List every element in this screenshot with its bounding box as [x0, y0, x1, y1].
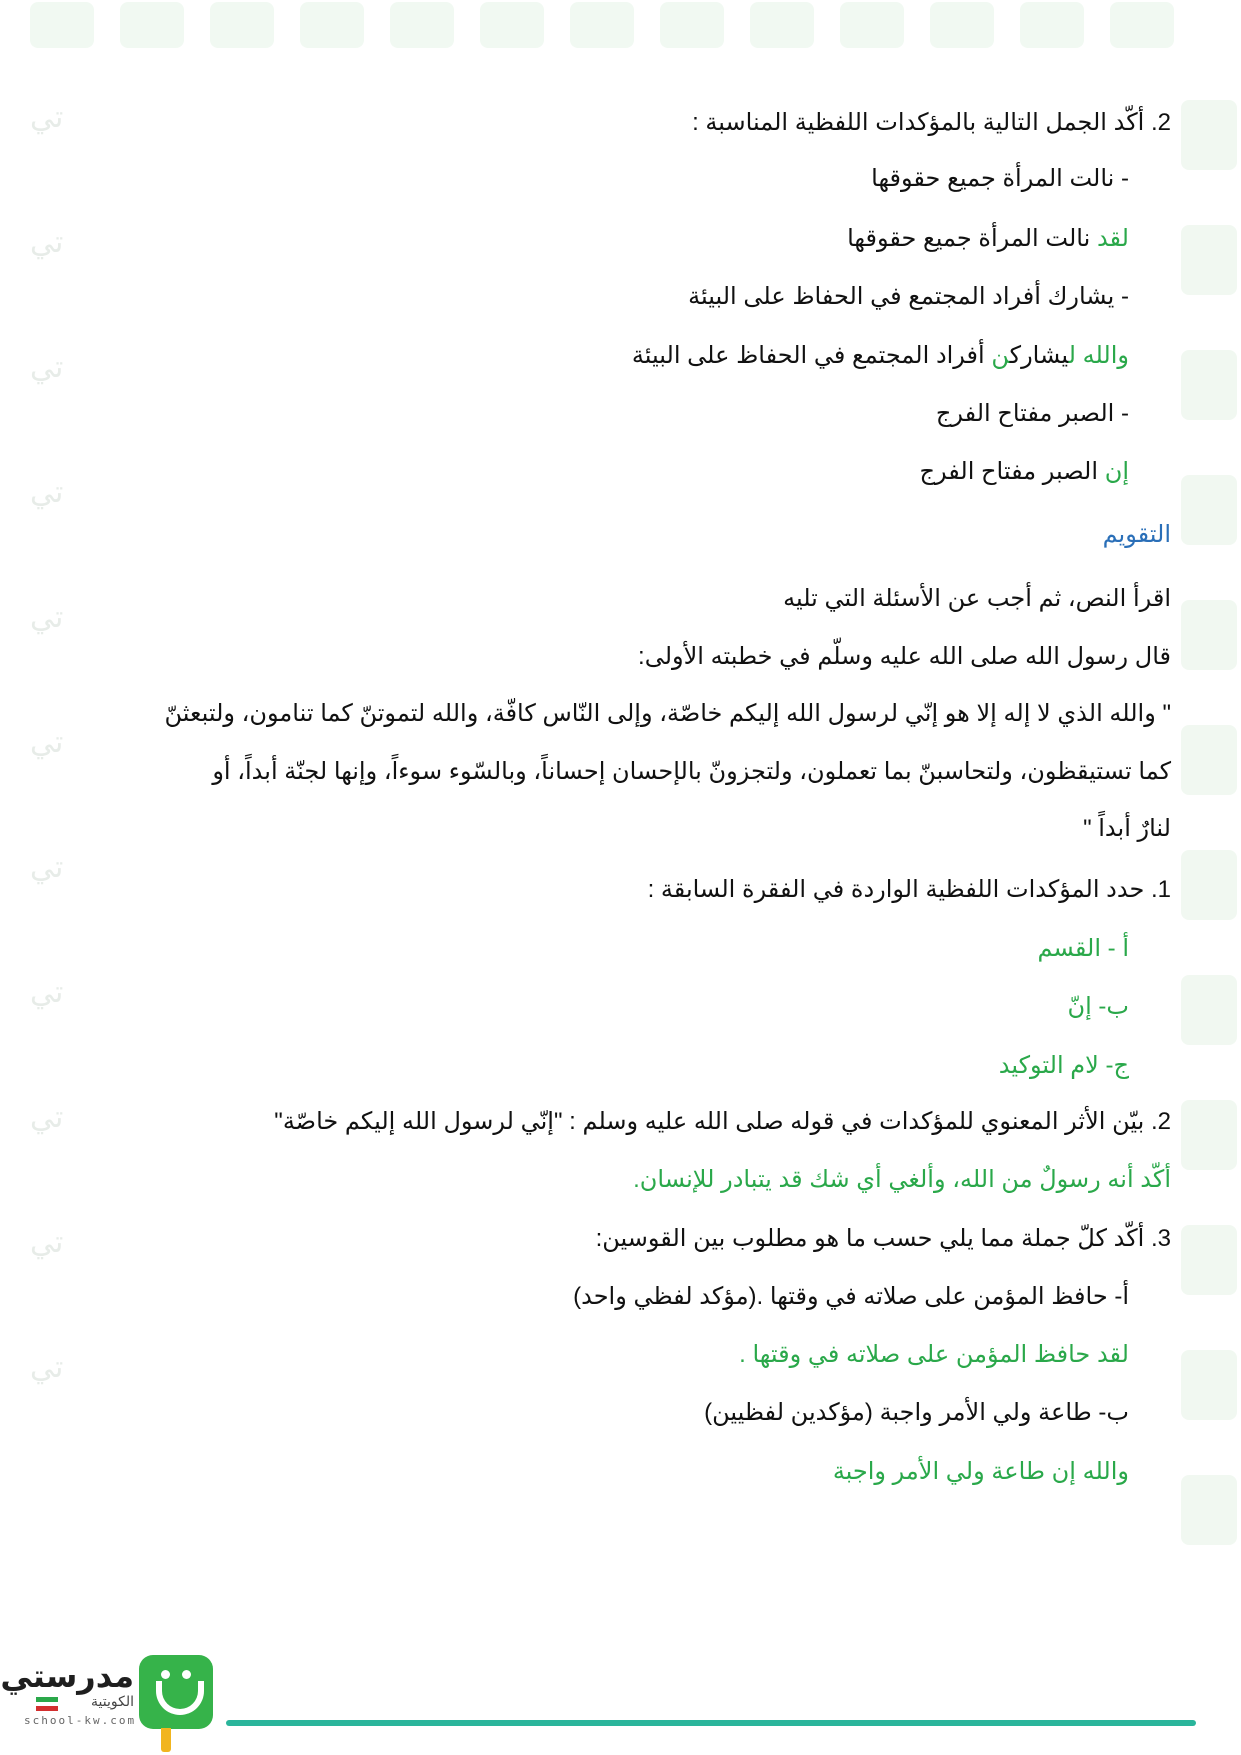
quote-line-2: كما تستيقظون، ولتحاسبنّ بما تعملون، ولتجزونّ بالإحسان إحساناً، وبالسّوء سوءاً، وإنها لجنّة أبداً، أو: [212, 758, 1171, 785]
quote-line-1: " والله الذي لا إله إلا هو إنّي لرسول الله إليكم خاصّة، وإلى النّاس كافّة، والله لتموتنّ كما تنامون، ولتبعثنّ: [164, 700, 1171, 727]
question-3-part-a-answer: لقد حافظ المؤمن على صلاته في وقتها .: [739, 1341, 1129, 1368]
footer-divider: [226, 1720, 1196, 1726]
logo-icon: [139, 1655, 213, 1729]
quote-intro: قال رسول الله صلى الله عليه وسلّم في خطبته الأولى:: [638, 643, 1171, 670]
quote-line-3: لنارٌ أبداً ": [1083, 815, 1171, 842]
answer-1-text: نالت المرأة جميع حقوقها: [847, 225, 1097, 252]
logo-name: مدرستي: [0, 1658, 134, 1694]
sentence-2: - يشارك أفراد المجتمع في الحفاظ على البيئة: [688, 283, 1129, 310]
answer-2-oath: والله ل: [1068, 342, 1129, 369]
instruction: اقرأ النص، ثم أجب عن الأسئلة التي تليه: [783, 585, 1171, 612]
answer-2-nun: ن: [991, 342, 1010, 369]
logo-url: school-kw.com: [24, 1714, 137, 1727]
answer-2: [632, 339, 1129, 373]
question-3: 3. أكّد كلّ جملة مما يلي حسب ما هو مطلوب بين القوسين:: [595, 1225, 1171, 1252]
question-1-answer-a: أ - القسم: [1037, 935, 1129, 962]
answer-2-text: أفراد المجتمع في الحفاظ على البيئة: [631, 342, 992, 369]
answer-1: [847, 222, 1129, 256]
logo-subtitle: الكويتية: [91, 1693, 134, 1709]
watermark-band-right: [1171, 100, 1241, 1550]
sentence-1: - نالت المرأة جميع حقوقها: [871, 165, 1129, 192]
question-3-part-a: أ- حافظ المؤمن على صلاته في وقتها .(مؤكد لفظي واحد): [573, 1283, 1129, 1310]
watermark-band-top: [0, 0, 1241, 55]
question-1-answer-b: ب- إنّ: [1067, 993, 1129, 1020]
answer-2-verb: يشارك: [1009, 342, 1069, 369]
question-1-answer-c: ج- لام التوكيد: [998, 1052, 1129, 1079]
answer-3: [920, 455, 1129, 489]
answer-3-text: الصبر مفتاح الفرج: [919, 458, 1105, 485]
sentence-3: - الصبر مفتاح الفرج: [935, 400, 1129, 427]
watermark-band-left: ﺗﻲ ﺗﻲ ﺗﻲ ﺗﻲ ﺗﻲ ﺗﻲ ﺗﻲ ﺗﻲ ﺗﻲ ﺗﻲ ﺗﻲ: [30, 101, 64, 1384]
question-1: 1. حدد المؤكدات اللفظية الواردة في الفقرة السابقة :: [647, 876, 1171, 903]
logo-tail: [161, 1728, 171, 1752]
question-3-part-b: ب- طاعة ولي الأمر واجبة (مؤكدين لفظيين): [704, 1399, 1129, 1426]
kuwait-flag-icon: [36, 1697, 58, 1711]
answer-1-marker: لقد: [1096, 225, 1129, 252]
question-2-answer: أكّد أنه رسولٌ من الله، وألغي أي شك قد يتبادر للإنسان.: [633, 1166, 1171, 1193]
answer-3-marker: إن: [1104, 458, 1129, 485]
question-2: 2. بيّن الأثر المعنوي للمؤكدات في قوله صلى الله عليه وسلم : "إنّي لرسول الله إليكم خاصّة": [274, 1108, 1171, 1135]
question-3-part-b-answer: والله إن طاعة ولي الأمر واجبة: [832, 1458, 1129, 1485]
section-title: التقويم: [1102, 521, 1171, 548]
question-2-header: 2. أكّد الجمل التالية بالمؤكدات اللفظية المناسبة :: [692, 109, 1171, 136]
